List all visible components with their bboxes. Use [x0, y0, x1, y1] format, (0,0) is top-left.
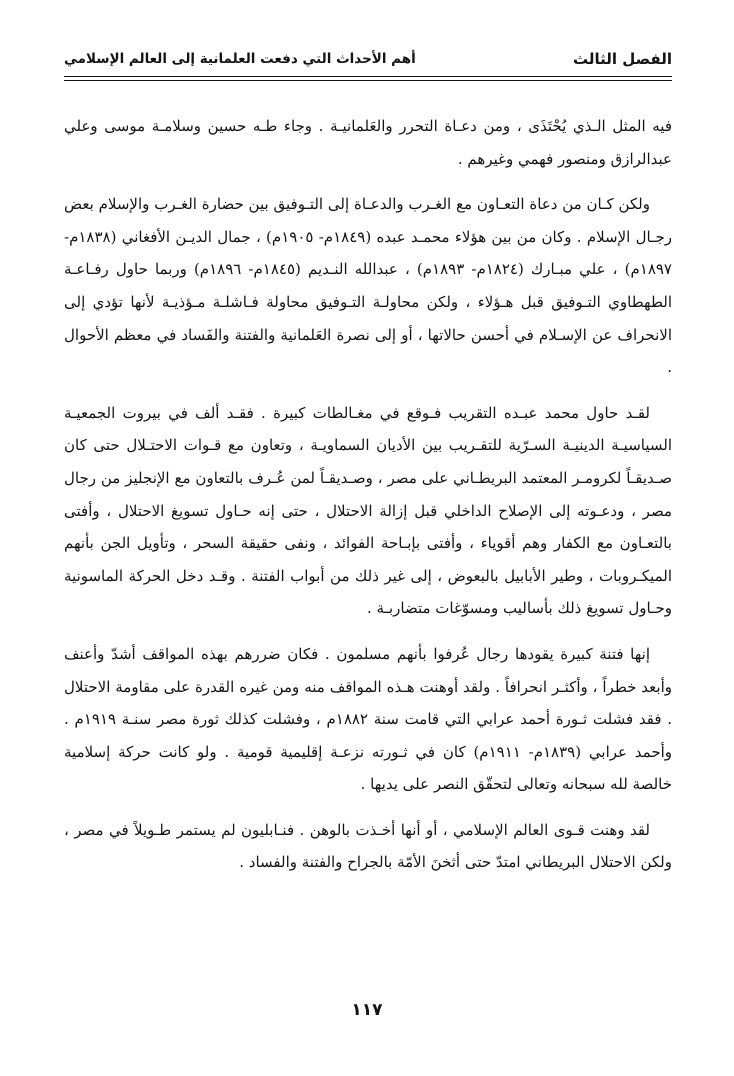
paragraph: لقـد حاول محمد عبـده التقريب فـوقع في مغـالطات كبيرة . فقـد ألف في بيروت الجمعيـة السياسيـة الدينيـة السـرّية للتقـريب بين الأديان السماويـة ، وتعاون مع قـوات الاحتـلال حتى كان صـديقـاً لكرومـر المعتمد البريطـاني على مصر ، وصـديقـاً لمن عُـرف بالتعاون مع الإنجليز من رجال مصر ، ودعـوته إلى الإصلاح الداخلي قبل إزالة الاحتلال ، حتى إنه حـاول تسويغ الاحتلال ، وأفتى بالتعـاون مع الكفار وهم أقوياء ، وأفتى بإبـاحة الفوائد ، ونفى حقيقة السحر ، وتأويل الجن بأنهم الميكـروبات ، وطير الأبابيل بالبعوض ، إلى غير ذلك من أبواب الفتنة . وقـد دخل الحركة الماسونية وحـاول تسويغ ذلك بأساليب ومسوّغات متضاربـة . — [64, 403, 672, 618]
paragraph: فيه المثل الـذي يُحْتَذَى ، ومن دعـاة التحرر والعَلمانيـة . وجاء طـه حسين وسلامـة موسى وعلي عبدالرازق ومنصور فهمي وغيرهم . — [64, 117, 672, 168]
paragraph: ولكن كـان من دعاة التعـاون مع الغـرب والدعـاة إلى التـوفيق بين حضارة الغـرب والإسلام بعض رجـال الإسلام . وكان من بين هؤلاء محمـد عبده (١٨٤٩م- ١٩٠٥م) ، جمال الديـن الأفغاني (١٨٣٨م- ١٨٩٧م) ، علي مبـارك (١٨٢٤م- ١٨٩٣م) ، عبدالله النـديم (١٨٤٥م- ١٨٩٦م) وربما حاول رفـاعـة الطهطاوي التـوفيق قبل هـؤلاء ، ولكن محاولـة التـوفيق محاولة فـاشلـة مـؤذيـة لأنها تؤدي إلى الانحراف عن الإسـلام في أحسن حالاتها ، أو إلى نصرة العَلمانية والفتنة والفَساد في معظم الأحوال . — [64, 195, 673, 377]
header-rule — [64, 76, 672, 77]
paragraph: إنها فتنة كبيرة يقودها رجال عُرفوا بأنهم مسلمون . فكان ضررهم بهذه المواقف أشدّ وأعنف وأبعد خطراً ، وأكثـر انحرافاً . ولقد أوهنت هـذه المواقف منه ومن غيره القدرة على مقاومة الاحتلال . فقد فشلت ثـورة أحمد عرابي التي قامت سنة ١٨٨٢م ، وفشلت كذلك ثورة مصر سنـة ١٩١٩م . وأحمد عرابي (١٨٣٩م- ١٩١١م) كان في ثـورته نزعـة إقليمية قومية . ولو كانت حركة إسلامية خالصة لله سبحانه وتعالى لتحقّق النصر على يديها . — [64, 644, 672, 794]
page-number: ١١٧ — [351, 1000, 383, 1020]
header-rule-thin — [64, 80, 672, 81]
running-header — [64, 44, 672, 74]
body-text — [64, 110, 672, 892]
running-title: أهم الأحداث التي دفعت العلمانية إلى العالم الإسلامي — [64, 51, 416, 67]
paragraph: لقد وهنت قـوى العالم الإسلامي ، أو أنها أخـذت بالوهن . فنـابليون لم يستمر طـويلاً في مصر ، ولكن الاحتلال البريطاني امتدّ حتى أثخنَ الأمّة بالجراح والفتنة والفساد . — [64, 820, 672, 872]
chapter-title: الفصل الثالث — [572, 50, 672, 68]
